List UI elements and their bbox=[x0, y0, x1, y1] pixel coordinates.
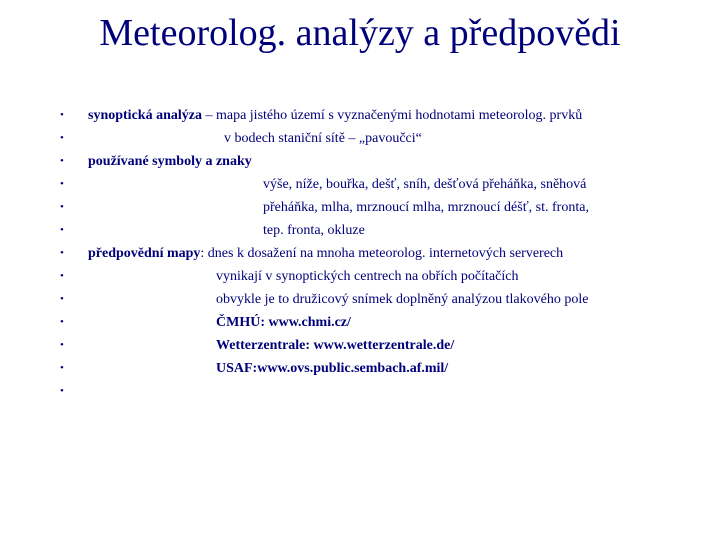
bullet-icon: • bbox=[60, 339, 64, 351]
bullet-text bbox=[216, 288, 588, 311]
bullet-text bbox=[216, 265, 518, 288]
bullet-plain-text: výše, níže, bouřka, dešť, sníh, dešťová přeháňka, sněhová bbox=[263, 177, 587, 192]
bullet-text bbox=[224, 127, 422, 150]
bullet-icon: • bbox=[60, 362, 64, 374]
bullet-bold-text: Wetterzentrale: www.wetterzentrale.de/ bbox=[216, 338, 455, 353]
list-item bbox=[60, 334, 700, 357]
bullet-icon: • bbox=[60, 109, 64, 121]
list-item bbox=[60, 357, 700, 380]
bullet-bold-text: ČMHÚ: www.chmi.cz/ bbox=[216, 315, 351, 330]
bullet-text bbox=[88, 242, 563, 265]
list-item bbox=[60, 265, 700, 288]
list-item bbox=[60, 196, 700, 219]
list-item bbox=[60, 104, 700, 127]
bullet-bold-text: USAF:www.ovs.public.sembach.af.mil/ bbox=[216, 361, 449, 376]
list-item bbox=[60, 380, 700, 403]
list-item bbox=[60, 127, 700, 150]
bullet-icon: • bbox=[60, 270, 64, 282]
bullet-bold-text: předpovědní mapy bbox=[88, 246, 201, 261]
list-item bbox=[60, 311, 700, 334]
list-item bbox=[60, 150, 700, 173]
slide-title: Meteorolog. analýzy a předpovědi bbox=[99, 12, 621, 54]
bullet-icon: • bbox=[60, 316, 64, 328]
bullet-list bbox=[60, 104, 700, 403]
bullet-plain-text: : dnes k dosažení na mnoha meteorolog. internetových serverech bbox=[200, 246, 564, 261]
bullet-text bbox=[263, 219, 365, 242]
bullet-bold-text: synoptická analýza bbox=[88, 108, 202, 123]
bullet-icon: • bbox=[60, 224, 64, 236]
list-item bbox=[60, 219, 700, 242]
bullet-icon: • bbox=[60, 178, 64, 190]
bullet-plain-text: obvykle je to družicový snímek doplněný analýzou tlakového pole bbox=[216, 292, 589, 307]
bullet-text bbox=[263, 173, 586, 196]
bullet-plain-text: tep. fronta, okluze bbox=[263, 223, 365, 238]
bullet-plain-text: – mapa jistého území s vyznačenými hodnotami meteorolog. prvků bbox=[201, 108, 583, 123]
bullet-icon: • bbox=[60, 293, 64, 305]
bullet-text bbox=[216, 357, 448, 380]
bullet-text bbox=[216, 311, 351, 334]
bullet-text bbox=[216, 334, 454, 357]
bullet-bold-text: používané symboly a znaky bbox=[88, 154, 252, 169]
bullet-icon: • bbox=[60, 201, 64, 213]
bullet-icon: • bbox=[60, 155, 64, 167]
bullet-icon: • bbox=[60, 132, 64, 144]
bullet-plain-text: vynikají v synoptických centrech na obřích počítačích bbox=[216, 269, 519, 284]
list-item bbox=[60, 288, 700, 311]
bullet-icon: • bbox=[60, 247, 64, 259]
list-item bbox=[60, 242, 700, 265]
bullet-text bbox=[88, 104, 582, 127]
bullet-plain-text: v bodech staniční sítě – „pavoučci“ bbox=[224, 131, 422, 146]
list-item bbox=[60, 173, 700, 196]
bullet-text bbox=[88, 150, 252, 173]
bullet-text bbox=[263, 196, 589, 219]
bullet-icon: • bbox=[60, 385, 64, 397]
bullet-plain-text: přeháňka, mlha, mrznoucí mlha, mrznoucí déšť, st. fronta, bbox=[263, 200, 589, 215]
